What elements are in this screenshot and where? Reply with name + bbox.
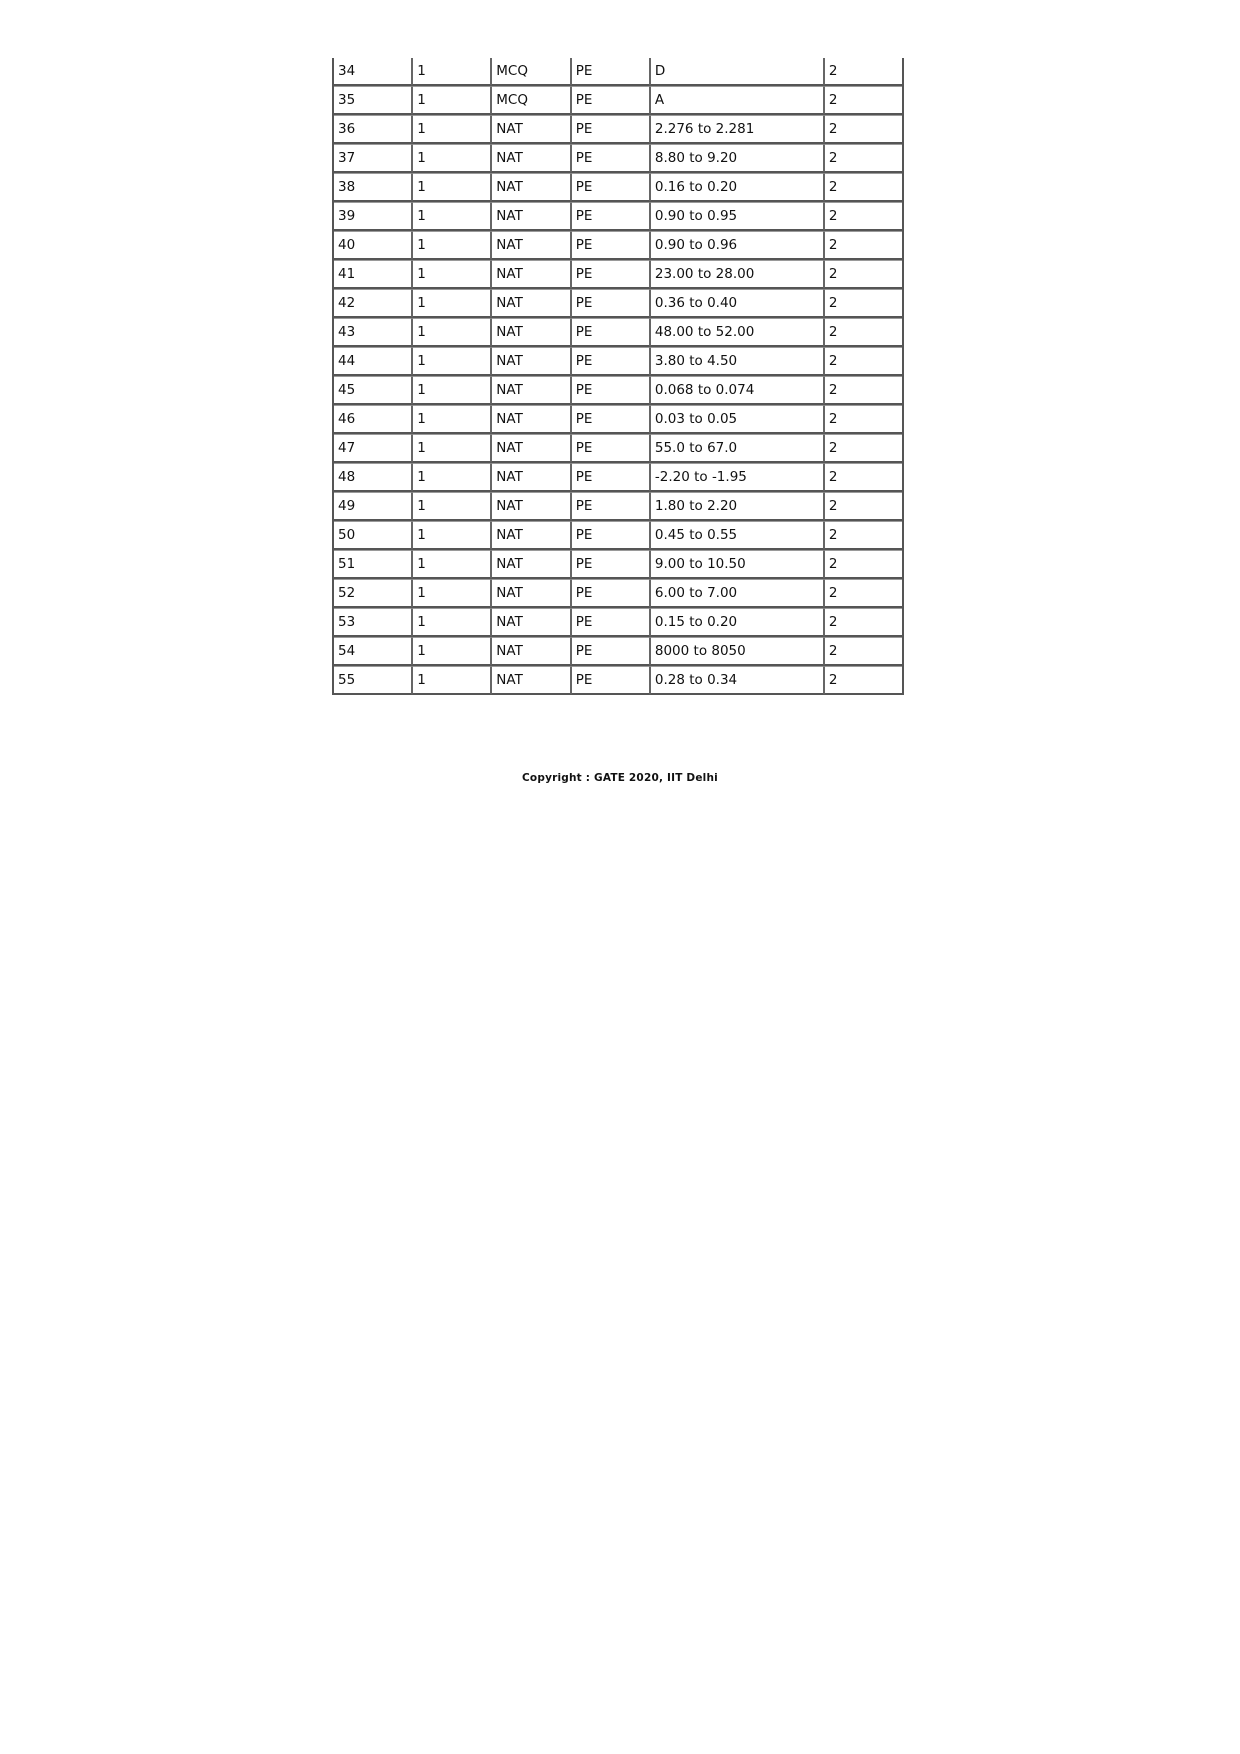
cell-marks: 2 [824,608,902,637]
cell-question-type: NAT [491,666,570,695]
table-row [334,58,902,86]
cell-session: 1 [412,202,491,231]
cell-session: 1 [412,115,491,144]
cell-marks: 2 [824,492,902,521]
cell-answer-key: 0.90 to 0.95 [650,202,824,231]
cell-answer-key: 0.15 to 0.20 [650,608,824,637]
table-row [334,550,902,579]
cell-marks: 2 [824,434,902,463]
cell-answer-key: 0.28 to 0.34 [650,666,824,695]
cell-session: 1 [412,550,491,579]
cell-marks: 2 [824,376,902,405]
cell-question-number: 40 [334,231,412,260]
table-row [334,492,902,521]
cell-session: 1 [412,521,491,550]
cell-question-number: 37 [334,144,412,173]
cell-question-number: 50 [334,521,412,550]
cell-marks: 2 [824,58,902,86]
cell-question-type: NAT [491,434,570,463]
cell-question-type: NAT [491,260,570,289]
cell-question-type: MCQ [491,86,570,115]
cell-answer-key: 8.80 to 9.20 [650,144,824,173]
cell-session: 1 [412,260,491,289]
table-row [334,347,902,376]
cell-section: PE [571,58,650,86]
cell-question-type: NAT [491,173,570,202]
cell-question-type: NAT [491,637,570,666]
cell-marks: 2 [824,115,902,144]
cell-marks: 2 [824,579,902,608]
cell-question-number: 47 [334,434,412,463]
cell-session: 1 [412,608,491,637]
cell-answer-key: 6.00 to 7.00 [650,579,824,608]
cell-question-number: 39 [334,202,412,231]
cell-section: PE [571,666,650,695]
cell-session: 1 [412,58,491,86]
cell-section: PE [571,115,650,144]
cell-answer-key: 3.80 to 4.50 [650,347,824,376]
table-row [334,637,902,666]
cell-answer-key: 8000 to 8050 [650,637,824,666]
answer-key-table [332,58,904,695]
cell-session: 1 [412,318,491,347]
cell-section: PE [571,86,650,115]
cell-marks: 2 [824,463,902,492]
cell-marks: 2 [824,521,902,550]
cell-question-number: 44 [334,347,412,376]
cell-section: PE [571,376,650,405]
table-row [334,144,902,173]
cell-question-type: NAT [491,579,570,608]
cell-section: PE [571,608,650,637]
cell-section: PE [571,550,650,579]
cell-section: PE [571,405,650,434]
table-row [334,463,902,492]
cell-answer-key: 0.90 to 0.96 [650,231,824,260]
cell-session: 1 [412,492,491,521]
cell-question-number: 42 [334,289,412,318]
cell-question-number: 43 [334,318,412,347]
cell-question-type: NAT [491,463,570,492]
cell-question-type: NAT [491,289,570,318]
cell-session: 1 [412,347,491,376]
cell-question-type: NAT [491,608,570,637]
cell-section: PE [571,144,650,173]
cell-section: PE [571,434,650,463]
cell-marks: 2 [824,144,902,173]
cell-section: PE [571,173,650,202]
table-row [334,608,902,637]
cell-marks: 2 [824,260,902,289]
cell-question-type: NAT [491,231,570,260]
cell-section: PE [571,318,650,347]
table-row [334,231,902,260]
cell-section: PE [571,579,650,608]
cell-marks: 2 [824,637,902,666]
cell-section: PE [571,260,650,289]
cell-section: PE [571,637,650,666]
cell-question-number: 46 [334,405,412,434]
cell-question-type: NAT [491,376,570,405]
cell-answer-key: D [650,58,824,86]
table-row [334,579,902,608]
cell-question-type: NAT [491,202,570,231]
cell-answer-key: 55.0 to 67.0 [650,434,824,463]
cell-question-number: 45 [334,376,412,405]
cell-answer-key: -2.20 to -1.95 [650,463,824,492]
cell-question-number: 48 [334,463,412,492]
cell-session: 1 [412,173,491,202]
cell-question-number: 36 [334,115,412,144]
cell-answer-key: 0.45 to 0.55 [650,521,824,550]
cell-section: PE [571,347,650,376]
cell-question-number: 38 [334,173,412,202]
cell-section: PE [571,463,650,492]
cell-answer-key: A [650,86,824,115]
cell-section: PE [571,289,650,318]
cell-answer-key: 9.00 to 10.50 [650,550,824,579]
cell-question-number: 41 [334,260,412,289]
cell-session: 1 [412,463,491,492]
cell-question-type: MCQ [491,58,570,86]
cell-session: 1 [412,637,491,666]
cell-marks: 2 [824,231,902,260]
cell-marks: 2 [824,666,902,695]
cell-session: 1 [412,144,491,173]
cell-question-number: 55 [334,666,412,695]
cell-session: 1 [412,434,491,463]
cell-question-type: NAT [491,521,570,550]
table-row [334,289,902,318]
cell-marks: 2 [824,550,902,579]
cell-marks: 2 [824,86,902,115]
table-row [334,173,902,202]
cell-session: 1 [412,405,491,434]
cell-marks: 2 [824,318,902,347]
cell-answer-key: 0.16 to 0.20 [650,173,824,202]
cell-answer-key: 0.36 to 0.40 [650,289,824,318]
cell-section: PE [571,521,650,550]
cell-question-number: 51 [334,550,412,579]
copyright-notice: Copyright : GATE 2020, IIT Delhi [522,772,718,784]
cell-section: PE [571,492,650,521]
table-row [334,86,902,115]
cell-session: 1 [412,86,491,115]
cell-question-number: 49 [334,492,412,521]
cell-session: 1 [412,579,491,608]
cell-marks: 2 [824,202,902,231]
cell-answer-key: 23.00 to 28.00 [650,260,824,289]
cell-question-number: 52 [334,579,412,608]
table-row [334,202,902,231]
cell-question-number: 34 [334,58,412,86]
cell-question-number: 54 [334,637,412,666]
table-row [334,115,902,144]
cell-question-type: NAT [491,318,570,347]
table-row [334,666,902,695]
cell-question-type: NAT [491,144,570,173]
cell-marks: 2 [824,173,902,202]
cell-question-type: NAT [491,115,570,144]
cell-session: 1 [412,376,491,405]
cell-answer-key: 0.03 to 0.05 [650,405,824,434]
cell-answer-key: 48.00 to 52.00 [650,318,824,347]
cell-question-number: 35 [334,86,412,115]
cell-question-number: 53 [334,608,412,637]
cell-answer-key: 2.276 to 2.281 [650,115,824,144]
cell-marks: 2 [824,405,902,434]
cell-question-type: NAT [491,550,570,579]
cell-question-type: NAT [491,492,570,521]
cell-marks: 2 [824,289,902,318]
cell-question-type: NAT [491,405,570,434]
table-row [334,434,902,463]
cell-section: PE [571,202,650,231]
answer-key-rows [334,58,902,695]
table-row [334,260,902,289]
cell-question-type: NAT [491,347,570,376]
cell-answer-key: 0.068 to 0.074 [650,376,824,405]
cell-session: 1 [412,231,491,260]
table-row [334,376,902,405]
cell-marks: 2 [824,347,902,376]
table-row [334,318,902,347]
table-row [334,405,902,434]
table-row [334,521,902,550]
cell-section: PE [571,231,650,260]
cell-answer-key: 1.80 to 2.20 [650,492,824,521]
cell-session: 1 [412,289,491,318]
cell-session: 1 [412,666,491,695]
